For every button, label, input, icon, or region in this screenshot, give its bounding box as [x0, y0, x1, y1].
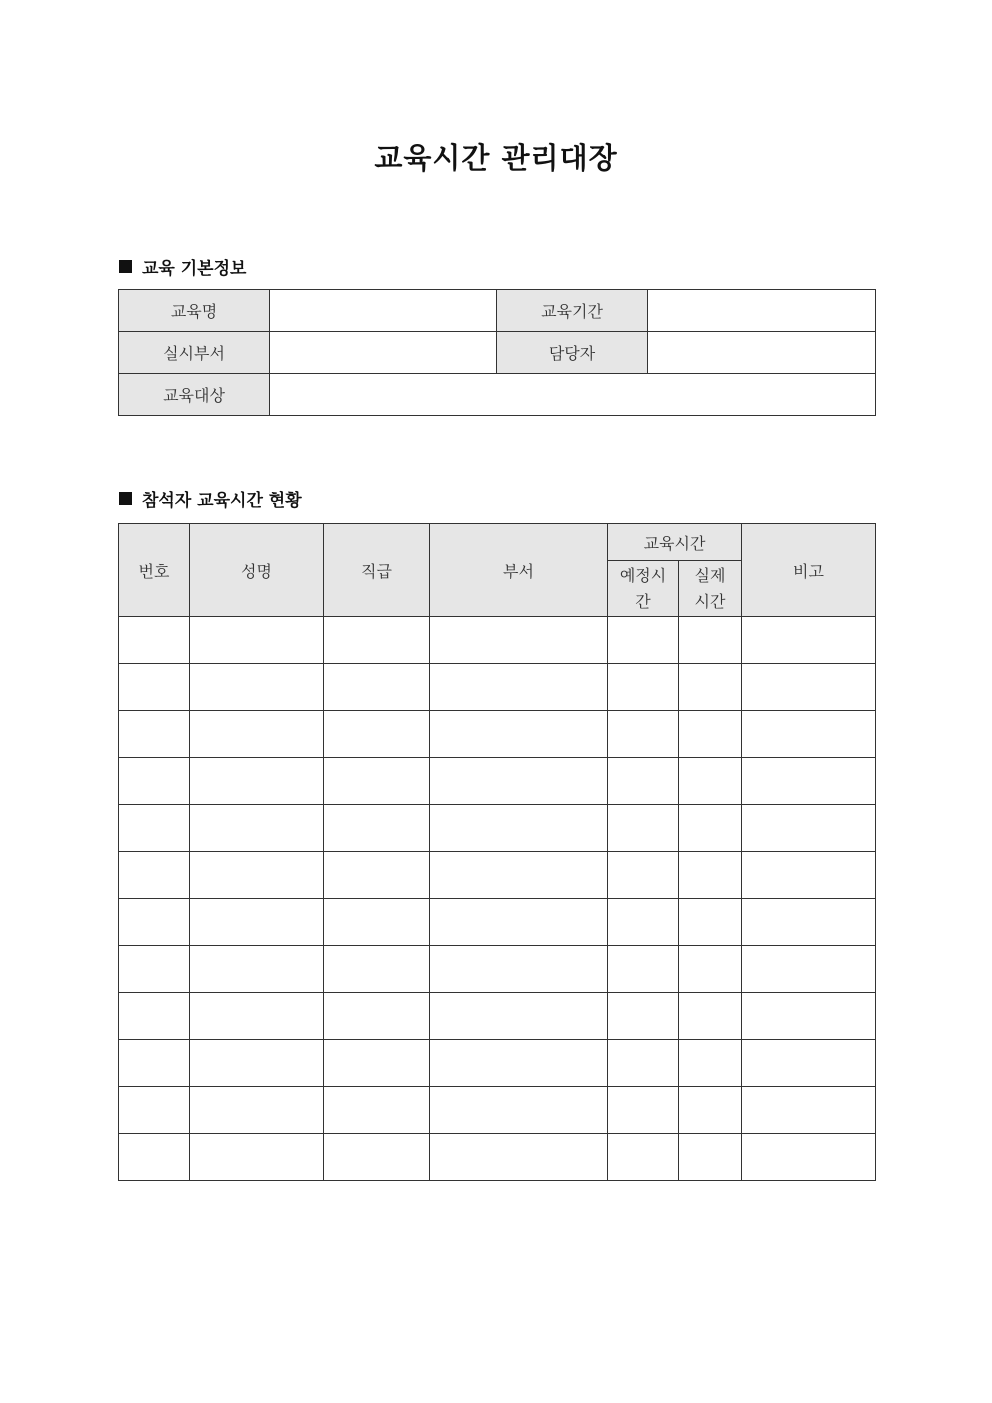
actual-cell[interactable] — [679, 711, 742, 758]
actual-cell[interactable] — [679, 758, 742, 805]
rank-cell[interactable] — [324, 993, 430, 1040]
actual-cell[interactable] — [679, 1134, 742, 1181]
section-basic-info-heading — [119, 254, 246, 279]
rank-cell[interactable] — [324, 617, 430, 664]
note-cell[interactable] — [742, 805, 876, 852]
dept-cell[interactable] — [430, 711, 608, 758]
table-row — [119, 993, 876, 1040]
no-cell[interactable] — [119, 805, 190, 852]
course-name-label: 교육명 — [119, 290, 270, 332]
course-name-field[interactable] — [270, 290, 497, 332]
planned-cell[interactable] — [608, 993, 679, 1040]
note-cell[interactable] — [742, 946, 876, 993]
table-row — [119, 1134, 876, 1181]
header-name: 성명 — [190, 524, 324, 617]
actual-cell[interactable] — [679, 805, 742, 852]
rank-cell[interactable] — [324, 946, 430, 993]
table-row — [119, 852, 876, 899]
department-field[interactable] — [270, 332, 497, 374]
section-basic-info-label: 교육 기본정보 — [142, 259, 247, 279]
manager-field[interactable] — [648, 332, 876, 374]
rank-cell[interactable] — [324, 805, 430, 852]
rank-cell[interactable] — [324, 899, 430, 946]
planned-cell[interactable] — [608, 1087, 679, 1134]
dept-cell[interactable] — [430, 617, 608, 664]
name-cell[interactable] — [190, 899, 324, 946]
header-dept: 부서 — [430, 524, 608, 617]
no-cell[interactable] — [119, 1040, 190, 1087]
planned-cell[interactable] — [608, 1040, 679, 1087]
actual-cell[interactable] — [679, 899, 742, 946]
dept-cell[interactable] — [430, 1087, 608, 1134]
name-cell[interactable] — [190, 758, 324, 805]
actual-cell[interactable] — [679, 946, 742, 993]
dept-cell[interactable] — [430, 852, 608, 899]
table-row — [119, 711, 876, 758]
rank-cell[interactable] — [324, 758, 430, 805]
header-planned-line2: 간 — [635, 591, 651, 611]
course-period-field[interactable] — [648, 290, 876, 332]
table-row — [119, 899, 876, 946]
table-row — [119, 946, 876, 993]
dept-cell[interactable] — [430, 899, 608, 946]
name-cell[interactable] — [190, 1087, 324, 1134]
dept-cell[interactable] — [430, 1040, 608, 1087]
name-cell[interactable] — [190, 664, 324, 711]
note-cell[interactable] — [742, 993, 876, 1040]
manager-label: 담당자 — [497, 332, 648, 374]
no-cell[interactable] — [119, 1087, 190, 1134]
no-cell[interactable] — [119, 711, 190, 758]
header-planned-time — [608, 561, 679, 617]
dept-cell[interactable] — [430, 664, 608, 711]
dept-cell[interactable] — [430, 946, 608, 993]
note-cell[interactable] — [742, 711, 876, 758]
dept-cell[interactable] — [430, 993, 608, 1040]
actual-cell[interactable] — [679, 664, 742, 711]
dept-cell[interactable] — [430, 805, 608, 852]
page-title: 교육시간 관리대장 — [374, 141, 618, 175]
rank-cell[interactable] — [324, 1134, 430, 1181]
actual-cell[interactable] — [679, 617, 742, 664]
no-cell[interactable] — [119, 899, 190, 946]
name-cell[interactable] — [190, 617, 324, 664]
basic-info-table — [118, 289, 876, 416]
header-edu-time: 교육시간 — [608, 524, 742, 561]
planned-cell[interactable] — [608, 852, 679, 899]
header-planned-line1: 예정시 — [619, 565, 667, 585]
no-cell[interactable] — [119, 617, 190, 664]
section-attendance-label: 참석자 교육시간 현황 — [142, 491, 302, 511]
rank-cell[interactable] — [324, 664, 430, 711]
note-cell[interactable] — [742, 852, 876, 899]
no-cell[interactable] — [119, 664, 190, 711]
planned-cell[interactable] — [608, 946, 679, 993]
name-cell[interactable] — [190, 852, 324, 899]
name-cell[interactable] — [190, 805, 324, 852]
rank-cell[interactable] — [324, 1040, 430, 1087]
square-bullet-icon — [119, 260, 132, 273]
table-row — [119, 1087, 876, 1134]
target-label: 교육대상 — [119, 374, 270, 416]
header-actual-time — [679, 561, 742, 617]
section-attendance-heading — [119, 486, 302, 511]
no-cell[interactable] — [119, 993, 190, 1040]
planned-cell[interactable] — [608, 758, 679, 805]
name-cell[interactable] — [190, 1040, 324, 1087]
header-actual-line1: 실제 — [694, 565, 726, 585]
note-cell[interactable] — [742, 758, 876, 805]
actual-cell[interactable] — [679, 852, 742, 899]
no-cell[interactable] — [119, 852, 190, 899]
header-note: 비고 — [742, 524, 876, 617]
actual-cell[interactable] — [679, 1040, 742, 1087]
name-cell[interactable] — [190, 946, 324, 993]
name-cell[interactable] — [190, 711, 324, 758]
name-cell[interactable] — [190, 993, 324, 1040]
planned-cell[interactable] — [608, 711, 679, 758]
table-row — [119, 617, 876, 664]
note-cell[interactable] — [742, 1087, 876, 1134]
dept-cell[interactable] — [430, 758, 608, 805]
note-cell[interactable] — [742, 899, 876, 946]
target-field[interactable] — [270, 374, 876, 416]
note-cell[interactable] — [742, 617, 876, 664]
rank-cell[interactable] — [324, 711, 430, 758]
attendance-table — [118, 523, 876, 1181]
table-row — [119, 664, 876, 711]
header-actual-line2: 시간 — [694, 591, 726, 611]
actual-cell[interactable] — [679, 1087, 742, 1134]
table-row — [119, 805, 876, 852]
no-cell[interactable] — [119, 758, 190, 805]
course-period-label: 교육기간 — [497, 290, 648, 332]
planned-cell[interactable] — [608, 805, 679, 852]
attendance-body — [119, 617, 876, 1181]
name-cell[interactable] — [190, 1134, 324, 1181]
no-cell[interactable] — [119, 1134, 190, 1181]
square-bullet-icon — [119, 492, 132, 505]
actual-cell[interactable] — [679, 993, 742, 1040]
department-label: 실시부서 — [119, 332, 270, 374]
note-cell[interactable] — [742, 1134, 876, 1181]
planned-cell[interactable] — [608, 899, 679, 946]
planned-cell[interactable] — [608, 617, 679, 664]
note-cell[interactable] — [742, 664, 876, 711]
rank-cell[interactable] — [324, 1087, 430, 1134]
dept-cell[interactable] — [430, 1134, 608, 1181]
table-row — [119, 1040, 876, 1087]
header-no: 번호 — [119, 524, 190, 617]
header-rank: 직급 — [324, 524, 430, 617]
rank-cell[interactable] — [324, 852, 430, 899]
planned-cell[interactable] — [608, 1134, 679, 1181]
note-cell[interactable] — [742, 1040, 876, 1087]
table-row — [119, 758, 876, 805]
planned-cell[interactable] — [608, 664, 679, 711]
no-cell[interactable] — [119, 946, 190, 993]
